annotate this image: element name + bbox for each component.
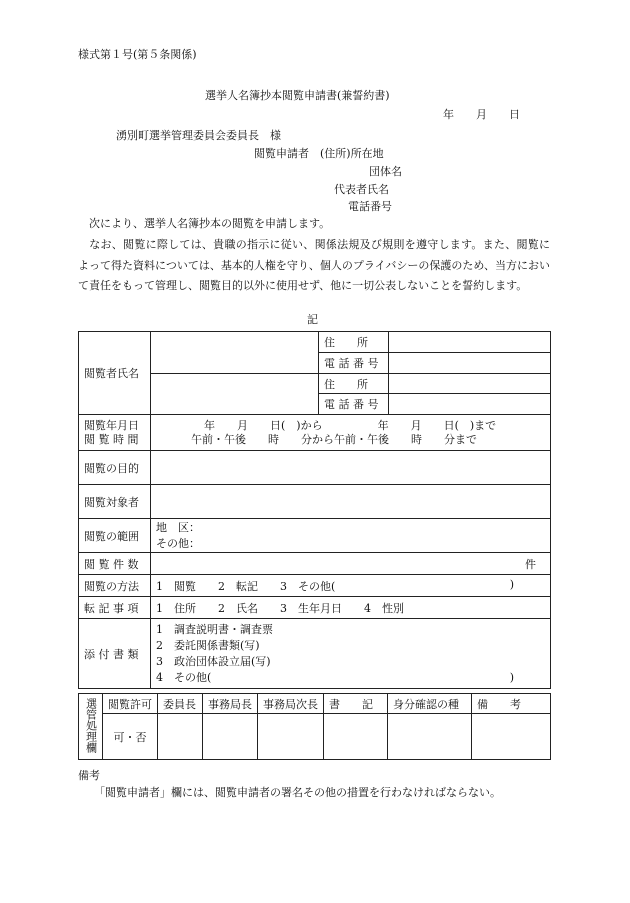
permit-value[interactable]: 可・否 <box>103 714 158 760</box>
remarks-cell[interactable] <box>472 714 551 760</box>
form-number: 様式第１号(第５条関係) <box>78 48 197 61</box>
process-side-text: 選管処理欄 <box>84 697 98 753</box>
attach-item-4: 4 その他( <box>156 670 212 684</box>
date-value-cell[interactable] <box>151 415 551 451</box>
deputy-secretary-cell[interactable] <box>258 714 324 760</box>
target-field[interactable] <box>151 485 551 519</box>
transcribe-label: 転 記 事 項 <box>79 597 151 619</box>
ki-heading: 記 <box>307 313 318 326</box>
count-label: 閲 覧 件 数 <box>79 553 151 575</box>
applicant-address-label: 閲覧申請者 (住所)所在地 <box>254 147 384 160</box>
form-title: 選挙人名簿抄本閲覧申請書(兼誓約書) <box>205 89 390 102</box>
attach-field[interactable] <box>151 619 551 689</box>
purpose-field[interactable] <box>151 451 551 485</box>
target-label: 閲覧対象者 <box>79 485 151 519</box>
address-label-1: 住 所 <box>319 332 389 353</box>
header-identity-check: 身分確認の種 <box>388 694 472 714</box>
process-side-label <box>79 694 103 760</box>
attach-item-3: 3 政治団体設立届(写) <box>156 654 271 668</box>
body-paragraph-1: 次により、選挙人名簿抄本の閲覧を申請します。 <box>78 217 331 230</box>
address-field-1[interactable] <box>389 332 551 353</box>
address-field-2[interactable] <box>389 374 551 394</box>
addressee: 湧別町選挙管理委員会委員長 様 <box>116 129 281 142</box>
attach-item-2: 2 委託関係書類(写) <box>156 638 260 652</box>
method-label: 閲覧の方法 <box>79 575 151 597</box>
address-label-2: 住 所 <box>319 374 389 394</box>
attach-label: 添 付 書 類 <box>79 619 151 689</box>
chairman-cell[interactable] <box>158 714 203 760</box>
clerk-cell[interactable] <box>324 714 388 760</box>
viewer-name-label: 閲覧者氏名 <box>79 332 151 415</box>
header-remarks: 備 考 <box>472 694 551 714</box>
identity-check-cell[interactable] <box>388 714 472 760</box>
process-table <box>78 693 551 760</box>
count-unit: 件 <box>525 557 536 571</box>
date-label-cell <box>79 415 151 451</box>
view-time-label: 閲 覧 時 間 <box>84 432 139 446</box>
secretary-general-cell[interactable] <box>203 714 258 760</box>
applicant-org-label: 団体名 <box>369 165 402 178</box>
header-chairman: 委員長 <box>158 694 203 714</box>
scope-area-label: 地 区： <box>156 520 200 534</box>
view-date-value: 年 月 日( )から 年 月 日( )まで <box>204 418 497 432</box>
phone-label-1: 電 話 番 号 <box>319 353 389 374</box>
viewer-name-1-field[interactable] <box>151 332 319 374</box>
method-options: 1 閲覧 2 転記 3 その他( <box>156 579 336 593</box>
attach-item-1: 1 調査説明書・調査票 <box>156 622 273 636</box>
notes-title: 備考 <box>78 769 100 782</box>
header-permit: 閲覧許可 <box>103 694 158 714</box>
view-time-value: 午前・午後 時 分から午前・午後 時 分まで <box>191 432 477 446</box>
header-deputy-secretary: 事務局次長 <box>258 694 324 714</box>
transcribe-options: 1 住所 2 氏名 3 生年月日 4 性別 <box>156 601 404 615</box>
header-clerk: 書 記 <box>324 694 388 714</box>
applicant-phone-label: 電話番号 <box>348 200 392 213</box>
phone-field-2[interactable] <box>389 394 551 415</box>
view-date-label: 閲覧年月日 <box>84 418 139 432</box>
attach-close-paren: ) <box>509 671 514 684</box>
scope-field[interactable] <box>151 519 551 553</box>
transcribe-field[interactable] <box>151 597 551 619</box>
date-line: 年 月 日 <box>443 108 520 121</box>
method-field[interactable] <box>151 575 551 597</box>
notes-text: 「閲覧申請者」欄には、閲覧申請者の署名その他の措置を行わなければならない。 <box>94 786 501 799</box>
phone-field-1[interactable] <box>389 353 551 374</box>
header-secretary-general: 事務局長 <box>203 694 258 714</box>
viewer-name-2-field[interactable] <box>151 374 319 415</box>
scope-label: 閲覧の範囲 <box>79 519 151 553</box>
phone-label-2: 電 話 番 号 <box>319 394 389 415</box>
body-paragraph-2: なお、閲覧に際しては、貴職の指示に従い、関係法規及び規則を遵守します。また、閲覧によって得た資料については、基本的人権を守り、個人のプライバシーの保護のため、当方において責任をもって管理し、閲覧目的以外に使用せず、他に一切公表しないことを誓約します。 <box>78 238 550 292</box>
method-close-paren: ) <box>509 577 514 591</box>
scope-other-label: その他： <box>156 536 200 550</box>
purpose-label: 閲覧の目的 <box>79 451 151 485</box>
applicant-rep-label: 代表者氏名 <box>334 183 389 196</box>
count-field[interactable] <box>151 553 551 575</box>
main-table <box>78 331 551 689</box>
